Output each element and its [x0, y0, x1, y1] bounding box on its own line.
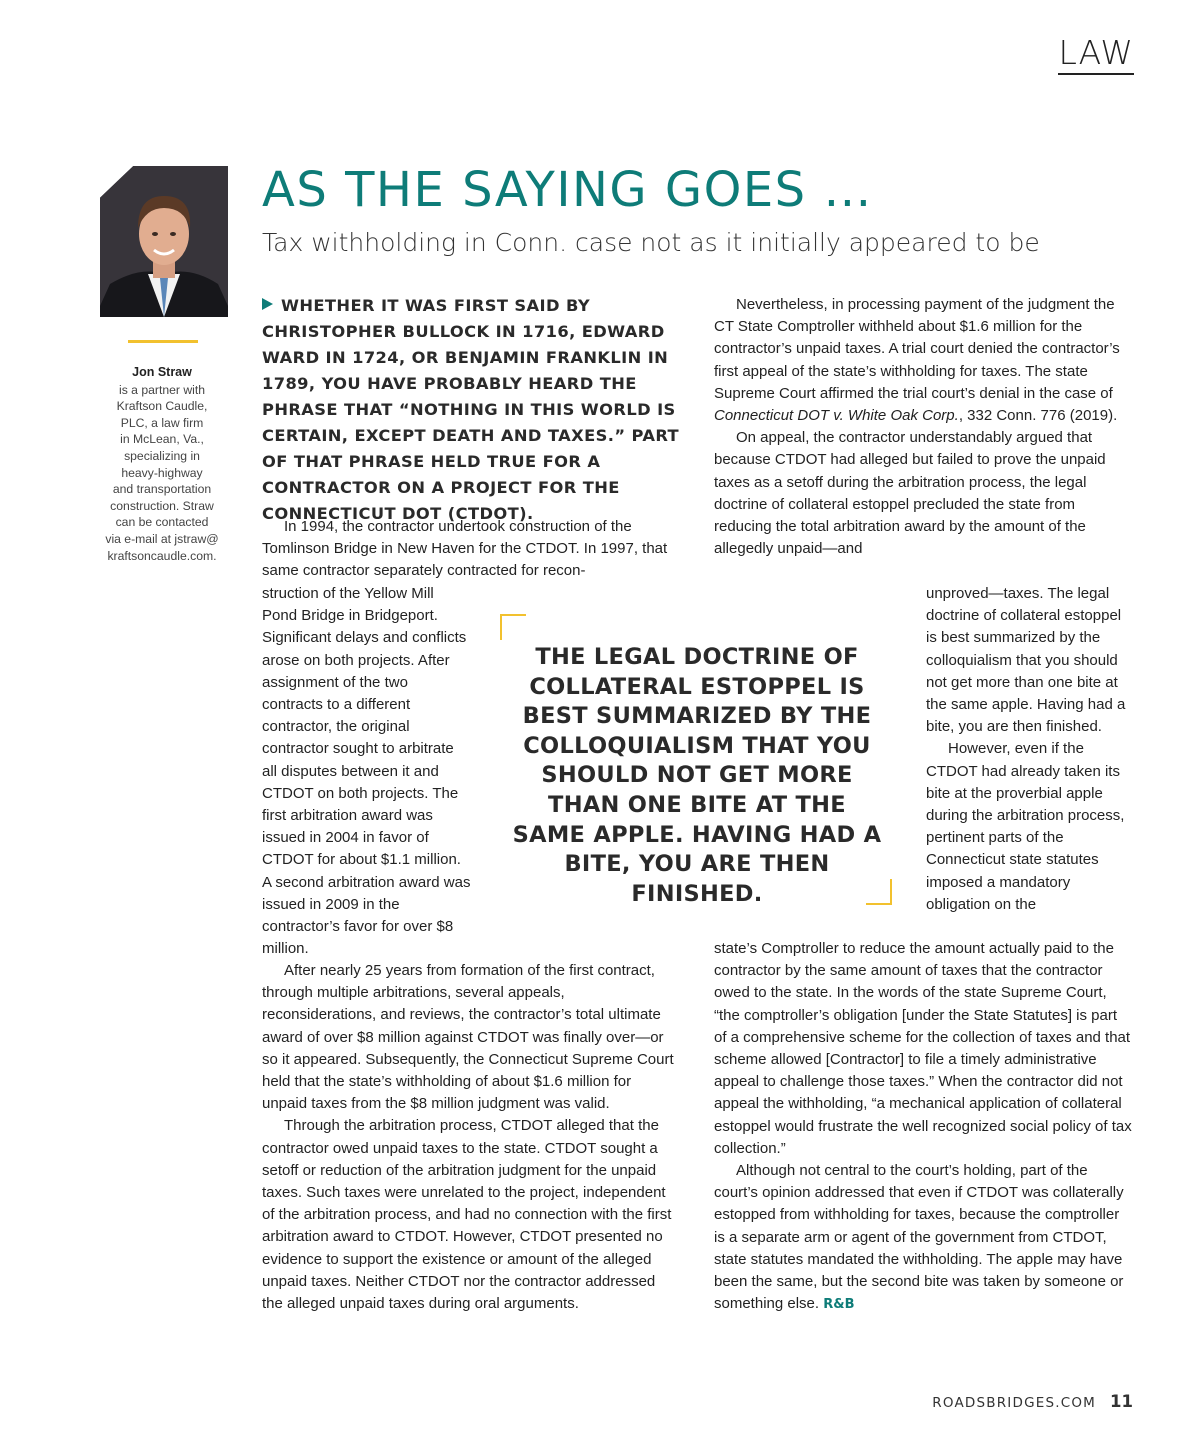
pull-quote-corner-bottom	[866, 879, 892, 905]
left-column-top	[262, 516, 670, 583]
lead-text: WHETHER IT WAS FIRST SAID BY CHRISTOPHER BULLOCK IN 1716, EDWARD WARD IN 1724, OR BENJAMIN FRANKLIN IN 1789, YOU HAVE PROBABLY HEARD THE PHRASE THAT “NOTHING IN THIS WORLD IS CERTAIN, EXCEPT DEATH AND TAXES.” PART OF THAT PHRASE HELD TRUE FOR A CONTRACTOR ON A PROJECT FOR THE CONNECTICUT DOT (CTDOT).	[262, 296, 680, 523]
article-subtitle: Tax withholding in Conn. case not as it initially appeared to be	[262, 228, 1040, 257]
triangle-bullet-icon	[262, 298, 273, 310]
bio-line: can be contacted	[115, 515, 209, 530]
lead-paragraph	[262, 293, 682, 527]
body-paragraph: In 1994, the contractor undertook construction of the Tomlinson Bridge in New Haven for the CTDOT. In 1997, that same contractor separately contracted for recon-	[262, 518, 668, 580]
right-column-bottom	[714, 938, 1132, 1316]
bio-line: construction. Straw	[110, 498, 214, 513]
body-paragraph: After nearly 25 years from formation of the first contract, through multiple arbitrations, several appeals, reconsiderations, and reviews, the contractor’s total ultimate award of over $8 million against CTDOT was finally over—or so it appeared. Subsequently, the Connecticut Supreme Court held that the state’s withholding of about $1.6 million for unpaid taxes from the $8 million judgment was valid.	[262, 962, 674, 1113]
author-bio	[96, 364, 228, 564]
bio-line: Kraftson Caudle,	[116, 399, 208, 414]
body-paragraph: struction of the Yellow Mill Pond Bridge in Bridgeport. Significant delays and conflicts arose on both projects. After assignment of the two contracts to a different contractor, the original contractor sought to arbitrate all disputes between it and CTDOT on both projects. The first arbitration award was issued in 2004 in favor of CTDOT for about $1.1 million. A second arbitration award was issued in 2009 in the contractor’s favor for over $8 million.	[262, 585, 471, 958]
body-paragraph: unproved—taxes. The legal doctrine of collateral estoppel is best summarized by the colloquialism that you should not get more than one bite at the same apple. Having had a bite, you are then finished.	[926, 585, 1126, 736]
page-footer	[932, 1392, 1133, 1411]
case-cite-text: , 332 Conn. 776 (2019).	[958, 407, 1118, 425]
bio-line: in McLean, Va.,	[120, 432, 204, 447]
pull-quote-corner-top	[500, 614, 526, 640]
body-paragraph	[714, 1160, 1132, 1316]
bio-line: and transportation	[112, 482, 212, 497]
closing-text: Although not central to the court’s holding, part of the court’s opinion addressed that even if CTDOT was collaterally estopped from withholding for taxes, because the comptroller is a separate arm or agent of the government from CTDOT, state statutes mandated the withholding. The apple may have been the same, but the second bite was taken by someone or something else.	[714, 1162, 1124, 1313]
right-column-top	[714, 294, 1132, 560]
bio-line: specializing in	[124, 448, 200, 463]
author-photo	[100, 166, 228, 317]
body-paragraph: On appeal, the contractor understandably argued that because CTDOT had alleged but failed to prove the unpaid taxes as a setoff during the arbitration process, the legal doctrine of collateral estoppel precluded the state from reducing the total arbitration award by the amount of the allegedly unpaid—and	[714, 429, 1106, 558]
bio-line: heavy-highway	[121, 465, 203, 480]
case-intro-text: Nevertheless, in processing payment of the judgment the CT State Comptroller withheld about $1.6 million for the contractor’s unpaid taxes. A trial court denied the contractor’s first appeal of the state’s withholding for taxes. The state Supreme Court affirmed the trial court’s denial in the case of	[714, 296, 1120, 402]
case-citation: Connecticut DOT v. White Oak Corp.	[714, 407, 959, 425]
body-paragraph: state’s Comptroller to reduce the amount actually paid to the contractor by the same amount of taxes that the contractor owed to the state. In the words of the state Supreme Court, “the comptroller’s obligation [under the State Statutes] is part of a comprehensive scheme for the collection of taxes and that scheme allowed [Contractor] to file a timely administrative appeal to challenge those taxes.” When the contractor did not appeal the withholding, “a mechanical application of collateral estoppel would frustrate the well recognized social policy of tax collection.”	[714, 940, 1132, 1157]
page-number: 11	[1110, 1392, 1133, 1411]
body-paragraph: Through the arbitration process, CTDOT alleged that the contractor owed unpaid taxes to the state. CTDOT sought a setoff or reduction of the arbitration judgment for the unpaid taxes. Such taxes were unrelated to the project, independent of the arbitration process, and had no connection with the first arbitration award to CTDOT. However, CTDOT presented no evidence to support the existence or amount of the alleged unpaid taxes. Neither CTDOT nor the contractor addressed the alleged unpaid taxes during oral arguments.	[262, 1117, 672, 1313]
section-label: LAW	[1058, 36, 1134, 75]
bio-line: via e-mail at jstraw@	[105, 531, 219, 546]
left-column-bottom	[262, 960, 680, 1315]
end-mark: R&B	[823, 1297, 855, 1313]
pull-quote: THE LEGAL DOCTRINE OF COLLATERAL ESTOPPEL IS BEST SUMMARIZED BY THE COLLOQUIALISM THAT YOU SHOULD NOT GET MORE THAN ONE BITE AT THE SAME APPLE. HAVING HAD A BITE, YOU ARE THEN FINISHED.	[512, 644, 882, 907]
body-paragraph: However, even if the CTDOT had already taken its bite at the proverbial apple during the arbitration process, pertinent parts of the Connecticut state statutes imposed a mandatory obligation on the	[926, 740, 1125, 913]
article-title: AS THE SAYING GOES …	[262, 162, 873, 218]
left-column-narrow	[262, 583, 472, 960]
author-name: Jon Straw	[132, 365, 192, 379]
right-column-narrow	[926, 583, 1134, 916]
body-paragraph	[714, 294, 1132, 427]
footer-site: ROADSBRIDGES.COM	[932, 1395, 1097, 1411]
bio-line: is a partner with	[118, 382, 206, 397]
bio-line: kraftsoncaudle.com.	[107, 548, 217, 563]
bio-line: PLC, a law firm	[120, 415, 204, 430]
bio-divider	[128, 340, 198, 343]
